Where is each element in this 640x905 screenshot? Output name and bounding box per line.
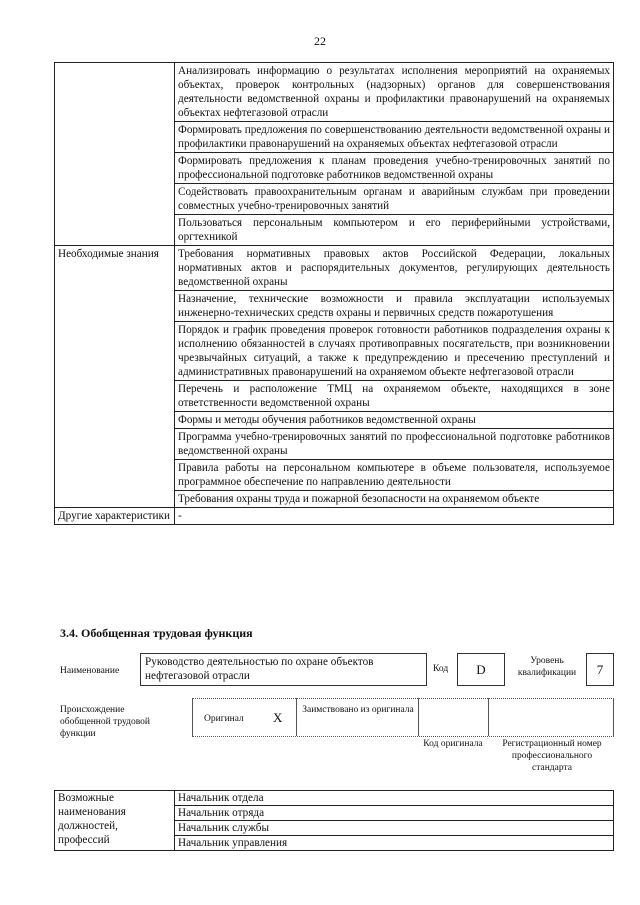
table-row <box>55 63 614 122</box>
divider <box>192 698 614 699</box>
table-cell: Требования нормативных правовых актов Российской Федерации, локальных нормативных актов и распорядительных документов, регулирующих деятельность ведомственной охраны <box>175 246 614 291</box>
table-cell: Формировать предложения к планам проведения учебно-тренировочных занятий по профессиональной подготовке работников ведомственной охраны <box>175 153 614 184</box>
table-cell: Анализировать информацию о результатах исполнения мероприятий на охраняемых объектах, проверок контрольных (надзорных) органов для совершенствования деятельности ведомственной охраны и профилактики правонарушений на охраняемых объектах нефтегазовой отрасли <box>175 63 614 122</box>
list-item: Начальник отряда <box>175 806 613 821</box>
labor-actions-table <box>54 62 614 525</box>
divider <box>418 698 419 736</box>
level-label: Уровень квалификации <box>517 656 577 678</box>
table-row <box>55 246 614 291</box>
name-value: Руководство деятельностью по охране объектов нефтегазовой отрасли <box>140 653 427 686</box>
knowledge-label: Необходимые знания <box>55 246 175 508</box>
list-item: Начальник отдела <box>175 791 613 806</box>
actions-label-cell <box>55 63 175 246</box>
code-value: D <box>457 653 505 686</box>
other-characteristics-label: Другие характеристики <box>55 508 175 525</box>
divider <box>613 698 614 736</box>
divider <box>192 698 193 736</box>
origin-label: Происхождение обобщенной трудовой функции <box>60 705 150 739</box>
divider <box>488 698 489 736</box>
original-label: Оригинал <box>204 714 244 724</box>
table-cell: Формы и методы обучения работников ведомственной охраны <box>175 412 614 429</box>
jobs-list <box>175 791 614 851</box>
table-row <box>55 508 614 525</box>
jobs-table <box>54 790 614 851</box>
table-cell: Содействовать правоохранительным органам и аварийным службам при проведении совместных учебно-тренировочных занятий <box>175 184 614 215</box>
name-label: Наименование <box>60 666 120 676</box>
table-cell: Порядок и график проведения проверок готовности работников подразделения охраны к исполнению обязанностей в случаях противоправных посягательств, при возникновении чрезвычайных ситуаций, а также к предупреждению и пресечению преступлений и административных правонарушений на охраняемом объекте нефтегазовой отрасли <box>175 322 614 381</box>
divider <box>296 698 297 736</box>
code-original-label: Код оригинала <box>423 739 483 749</box>
section-title: 3.4. Обобщенная трудовая функция <box>60 626 253 640</box>
table-cell: Правила работы на персональном компьютере в объеме пользователя, используемое программное обеспечение по направлению деятельности <box>175 460 614 491</box>
original-mark: X <box>273 710 283 725</box>
table-row <box>55 791 614 851</box>
table-cell: Перечень и расположение ТМЦ на охраняемом объекте, находящихся в зоне ответственности ведомственной охраны <box>175 381 614 412</box>
page-number: 22 <box>314 34 326 48</box>
jobs-label: Возможные наименования должностей, профессий <box>55 791 175 851</box>
table-cell: Требования охраны труда и пожарной безопасности на охраняемом объекте <box>175 491 614 508</box>
level-value: 7 <box>586 653 614 686</box>
other-characteristics-value: - <box>175 508 614 525</box>
list-item: Начальник управления <box>178 837 288 849</box>
table-cell: Назначение, технические возможности и правила эксплуатации используемых инженерно-технических средств охраны и первичных средств пожаротушения <box>175 291 614 322</box>
table-cell: Формировать предложения по совершенствованию деятельности ведомственной охраны и профилактики правонарушений на охраняемых объектах нефтегазовой отрасли <box>175 122 614 153</box>
table-cell: Пользоваться персональным компьютером и его периферийными устройствами, оргтехникой <box>175 215 614 246</box>
reg-number-label: Регистрационный номер профессионального стандарта <box>502 739 602 773</box>
table-cell: Программа учебно-тренировочных занятий по профессиональной подготовке работников ведомственной охраны <box>175 429 614 460</box>
list-item: Начальник службы <box>175 821 613 836</box>
divider <box>192 736 614 737</box>
borrowed-label: Заимствовано из оригинала <box>302 705 414 715</box>
code-label: Код <box>433 664 449 674</box>
